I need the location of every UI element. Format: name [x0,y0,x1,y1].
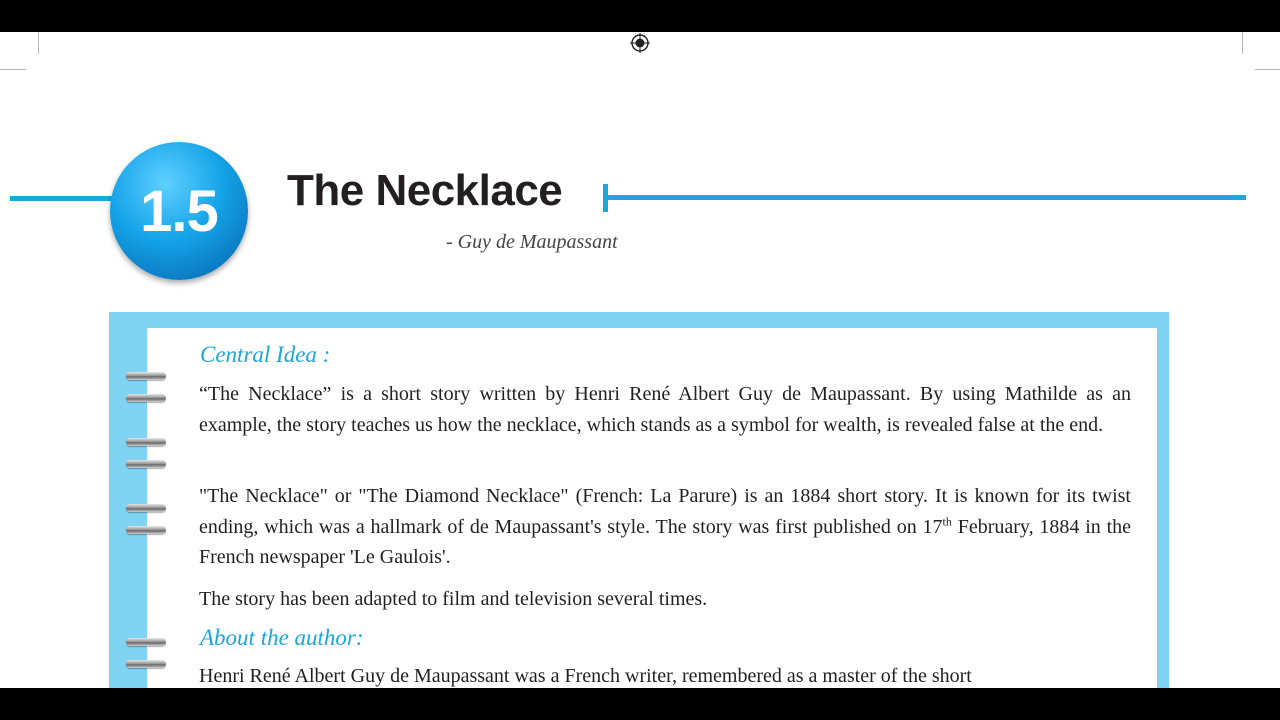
about-author-heading: About the author: [200,625,364,650]
title-rule-right [606,195,1246,200]
paragraph-adaptations: The story has been adapted to film and television several times. [199,588,708,610]
spiral-ring [126,504,166,512]
crop-mark [1255,69,1280,70]
author-byline: - Guy de Maupassant [446,231,618,253]
spiral-ring [126,638,166,646]
paragraph-summary: “The Necklace” is a short story written by Henri René Albert Guy de Maupassant. By using Mathilde as an example, the story teaches us how the necklace, which stands as a symbol for wealth, is revealed false at the end. [199,383,1131,436]
content-frame [109,312,1169,688]
chapter-number: 1.5 [140,178,218,244]
ordinal-suffix: th [942,513,952,528]
spiral-ring [126,526,166,534]
paragraph-publication-text: "The Necklace" or "The Diamond Necklace" (French: La Parure) is an 1884 short story. It is known for its twist ending, which was a hallmark of de Maupassant's style. The story was first published on 17 [199,485,1131,538]
registration-mark-icon [630,33,650,53]
title-rule-left [10,196,120,201]
spiral-ring [126,394,166,402]
paragraph-publication [199,481,1131,573]
spiral-ring [126,372,166,380]
central-idea-heading: Central Idea : [200,342,331,367]
paragraph-publication-text-end: February, 1884 in the French newspaper 'Le Gaulois'. [199,515,1132,568]
spiral-ring [126,660,166,668]
chapter-title: The Necklace [287,166,563,215]
spiral-ring [126,460,166,468]
crop-mark [1242,32,1243,54]
crop-mark [0,69,26,70]
document-page [0,32,1280,688]
spiral-ring [126,438,166,446]
chapter-number-badge [110,142,248,280]
crop-mark [38,32,39,54]
paragraph-author: Henri René Albert Guy de Maupassant was a French writer, remembered as a master of the short [199,665,972,687]
